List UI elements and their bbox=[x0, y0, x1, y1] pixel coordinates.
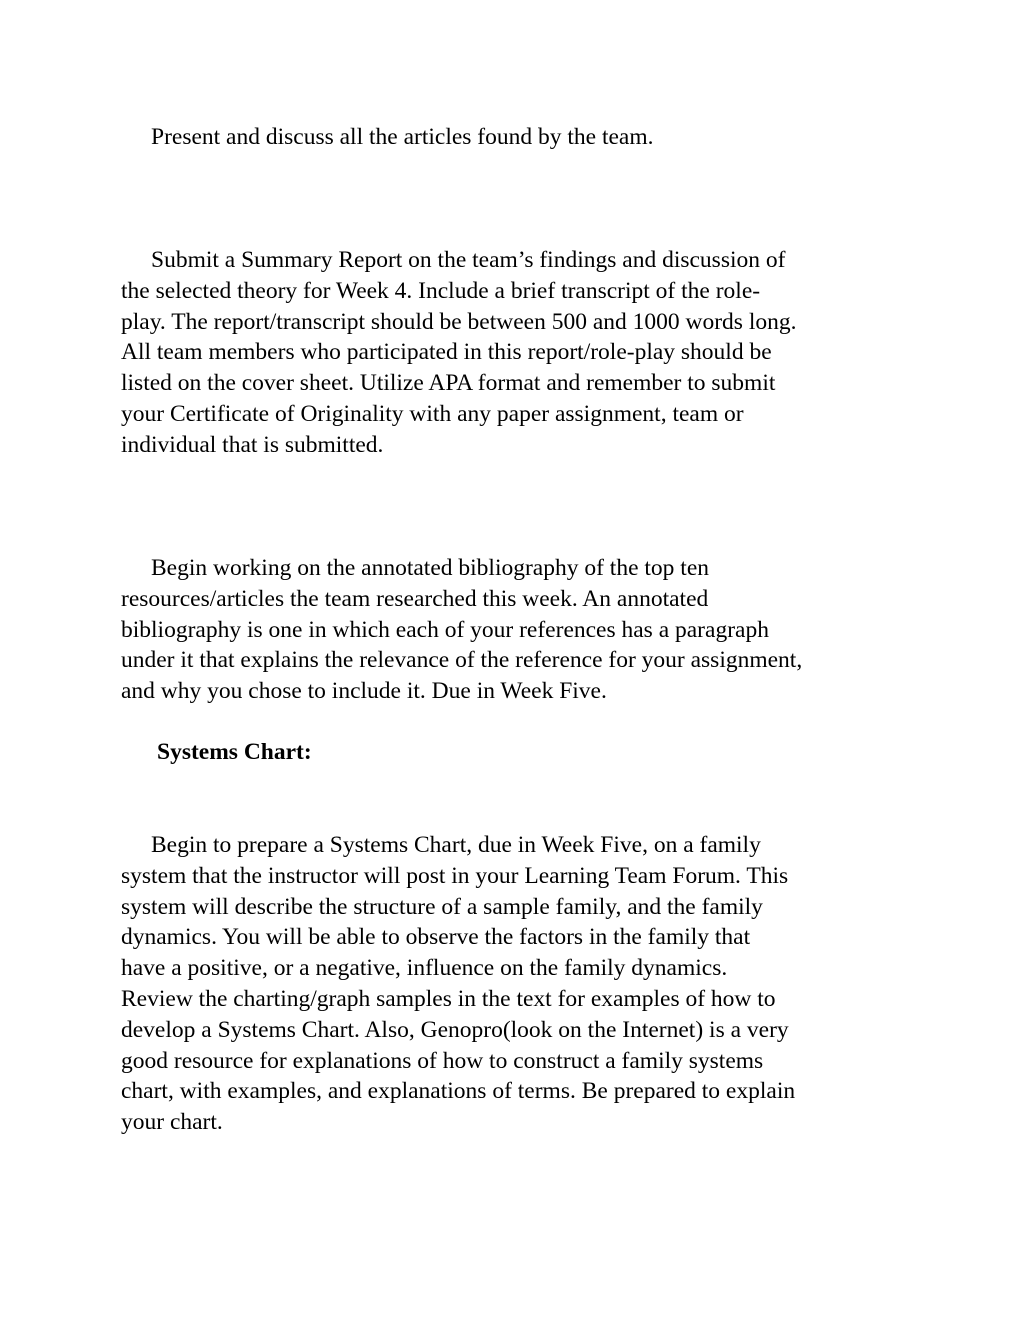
text-line: have a positive, or a negative, influence on the family dynamics. bbox=[121, 955, 728, 982]
text-line: listed on the cover sheet. Utilize APA format and remember to submit bbox=[121, 370, 776, 397]
heading-systems-chart: Systems Chart: bbox=[157, 739, 312, 765]
text-line: system will describe the structure of a sample family, and the family bbox=[121, 893, 763, 920]
paragraph-present-articles bbox=[121, 122, 911, 153]
text-line: play. The report/transcript should be between 500 and 1000 words long. bbox=[121, 308, 797, 335]
text-line: system that the instructor will post in your Learning Team Forum. This bbox=[121, 862, 789, 889]
text-line: your chart. bbox=[121, 1109, 223, 1136]
text-line: Submit a Summary Report on the team’s findings and discussion of bbox=[151, 247, 786, 273]
paragraph-summary-report bbox=[121, 245, 911, 461]
text-line: Begin to prepare a Systems Chart, due in Week Five, on a family bbox=[151, 832, 761, 858]
text-line: All team members who participated in this report/role-play should be bbox=[121, 339, 772, 366]
text-line: Begin working on the annotated bibliography of the top ten bbox=[151, 555, 710, 581]
text-line: Present and discuss all the articles found by the team. bbox=[151, 124, 654, 150]
text-line: chart, with examples, and explanations of terms. Be prepared to explain bbox=[121, 1078, 796, 1105]
paragraph-systems-chart bbox=[121, 830, 911, 1138]
text-line: the selected theory for Week 4. Include a brief transcript of the role- bbox=[121, 277, 761, 304]
text-line: under it that explains the relevance of the reference for your assignment, bbox=[121, 647, 803, 674]
text-line: develop a Systems Chart. Also, Genopro(look on the Internet) is a very bbox=[121, 1016, 789, 1043]
paragraph-annotated-bibliography bbox=[121, 553, 911, 707]
text-line: bibliography is one in which each of your references has a paragraph bbox=[121, 616, 769, 643]
text-line: dynamics. You will be able to observe the factors in the family that bbox=[121, 924, 751, 951]
text-line: Review the charting/graph samples in the text for examples of how to bbox=[121, 985, 776, 1012]
text-line: and why you chose to include it. Due in Week Five. bbox=[121, 678, 607, 705]
text-line: your Certificate of Originality with any paper assignment, team or bbox=[121, 400, 744, 427]
text-line: resources/articles the team researched this week. An annotated bbox=[121, 585, 709, 612]
text-line: good resource for explanations of how to construct a family systems bbox=[121, 1047, 764, 1074]
text-line: individual that is submitted. bbox=[121, 431, 384, 458]
